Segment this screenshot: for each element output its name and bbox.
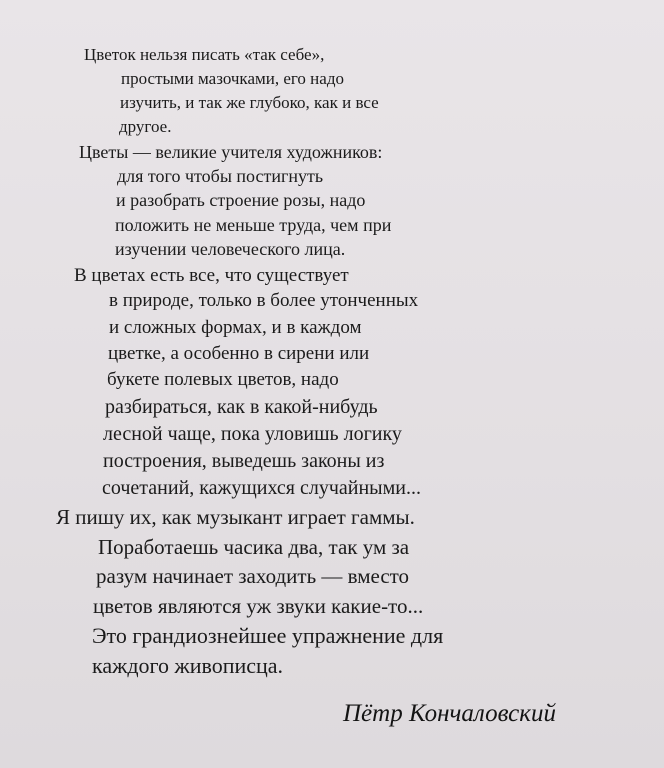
poem-line: Поработаешь часика два, так ум за	[98, 535, 410, 559]
poem-line: положить не меньше труда, чем при	[115, 215, 392, 235]
poem-line: В цветах есть все, что существует	[74, 265, 349, 286]
poem-line: цветов являются уж звуки какие-то...	[93, 594, 424, 618]
author-signature: Пётр Кончаловский	[343, 700, 556, 727]
poem-line: Цветок нельзя писать «так себе»,	[84, 45, 325, 64]
poem-line: другое.	[119, 117, 172, 136]
poem-line: и сложных формах, и в каждом	[109, 317, 362, 338]
poem-line: в природе, только в более утонченных	[109, 290, 419, 311]
poem-line: цветке, а особенно в сирени или	[108, 343, 370, 364]
poem-line: построения, выведешь законы из	[103, 450, 385, 472]
poem-line: сочетаний, кажущихся случайными...	[102, 477, 421, 499]
poem-line: Я пишу их, как музыкант играет гаммы.	[56, 505, 415, 529]
poem-line: изучить, и так же глубоко, как и все	[120, 93, 379, 112]
poem-line: изучении человеческого лица.	[115, 239, 346, 259]
poem-line: Это грандиознейшее упражнение для	[92, 623, 444, 648]
poem-line: Цветы — великие учителя художников:	[79, 142, 383, 162]
poem-line: разбираться, как в какой-нибудь	[105, 396, 378, 418]
poem-line: каждого живописца.	[92, 653, 284, 678]
poem-line: и разобрать строение розы, надо	[116, 190, 366, 210]
poem-line: простыми мазочками, его надо	[121, 69, 344, 88]
poem-line: разум начинает заходить — вместо	[96, 564, 410, 588]
poem-line: лесной чаще, пока уловишь логику	[103, 423, 402, 445]
poem-line: для того чтобы постигнуть	[117, 166, 324, 186]
poem-line: букете полевых цветов, надо	[107, 369, 339, 390]
